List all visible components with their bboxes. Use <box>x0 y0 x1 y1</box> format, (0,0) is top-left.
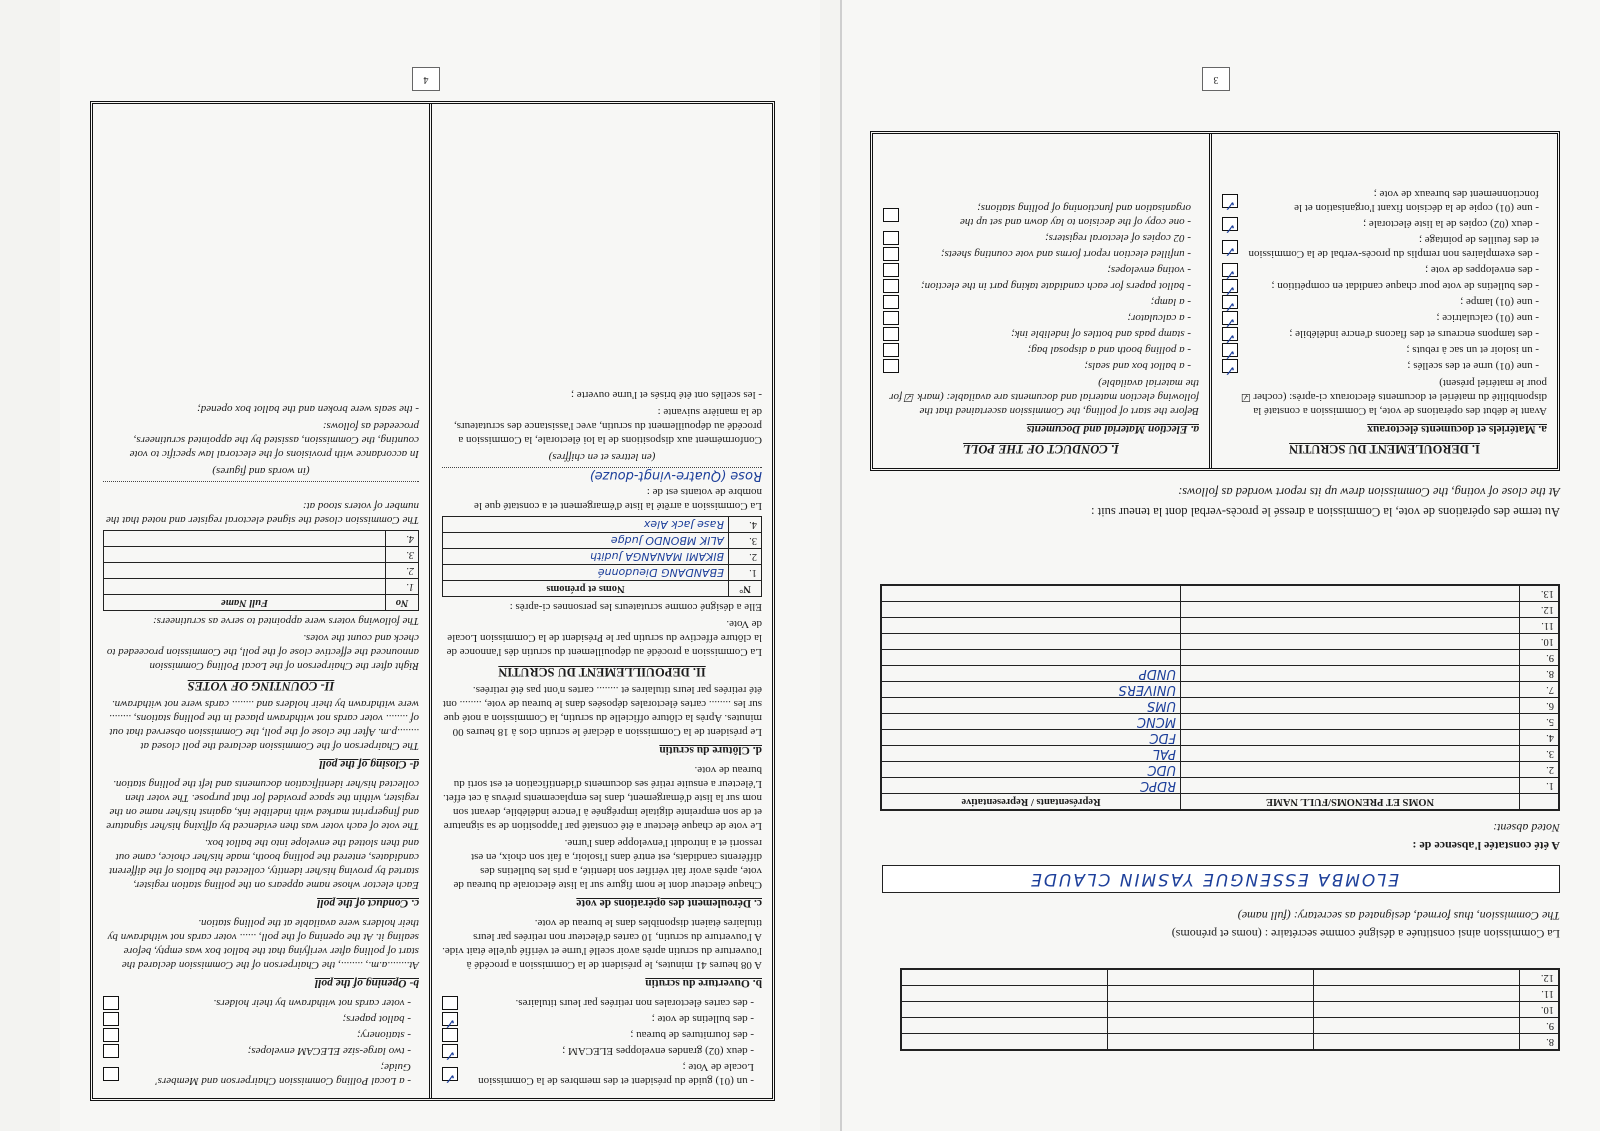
section-i-fr-title: I. DEROULEMENT DU SCRUTIN <box>1289 442 1480 456</box>
table-row <box>104 531 419 547</box>
scrutateurs-name-header: Noms et prénoms <box>443 581 729 597</box>
section-a-en-text: Before the start of polling, the Commission ascertained that the following election material and documents are available: (mark ☑ for the material available) <box>889 377 1199 417</box>
checkbox[interactable] <box>883 208 899 222</box>
row-number: 11. <box>1520 618 1559 634</box>
procedure-en-column <box>93 104 432 1098</box>
material-en-item <box>103 1028 411 1042</box>
material-en-item <box>883 201 1191 229</box>
material-en-item <box>883 359 1191 373</box>
section-a-en-title: a. Election Material and Documents <box>1026 423 1199 435</box>
scrutineer-name[interactable] <box>104 531 386 547</box>
material-en-item-label: - a lamp; <box>1150 296 1191 308</box>
table-row <box>882 650 1559 666</box>
checkbox[interactable] <box>103 1028 119 1042</box>
conduct-fr-text1: Chaque électeur dont le nom figure sur la liste électorale du bureau de vote, après avoir fait vérifier son identité, a pris les bulletins des différents candidats, est entré dans l'isoloir, a fait son choix, en est ressorti et a introduit l'enveloppe dans l'urne. <box>453 837 762 891</box>
page-number: 4 <box>412 67 440 91</box>
material-en-item-label: - voting envelopes; <box>1107 264 1191 276</box>
member-name-cell[interactable] <box>1314 970 1520 986</box>
page-3 <box>840 0 1600 1131</box>
material-fr-item-label: - deux (02) copies de la liste électorale ; <box>1363 218 1539 230</box>
member-role-cell[interactable] <box>1108 986 1314 1002</box>
checkbox[interactable] <box>883 279 899 293</box>
absent-name-cell[interactable] <box>1181 714 1520 730</box>
scrutineers-table <box>103 530 419 611</box>
absent-name-cell[interactable] <box>1181 778 1520 794</box>
conduct-en-title: c. Conduct of the poll <box>317 897 419 909</box>
row-number: 7. <box>1520 682 1559 698</box>
row-number: 4. <box>1520 730 1559 746</box>
material-en-item-label: - 02 copies of electoral registers; <box>1045 232 1191 244</box>
material-fr-item <box>1222 327 1539 341</box>
material-fr-item <box>1222 279 1539 293</box>
row-number: 8. <box>1520 666 1559 682</box>
checkbox[interactable] <box>883 295 899 309</box>
absent-name-cell[interactable] <box>1181 698 1520 714</box>
table-row <box>882 634 1559 650</box>
opening-fr-title: b. Ouverture du scrutin <box>645 977 762 989</box>
material-en-item-label: - ballot papers for each candidate taking part in the election; <box>920 280 1191 292</box>
absent-party-cell[interactable]: UNDP <box>882 666 1181 682</box>
material-en-item-label: - a polling booth and a disposal bag; <box>1027 344 1191 356</box>
scrutateur-name[interactable]: Rase Jack Alex <box>443 517 729 533</box>
absent-name-cell[interactable] <box>1181 618 1520 634</box>
checkbox[interactable] <box>883 231 899 245</box>
row-number: 10. <box>1520 634 1559 650</box>
material-en-item <box>883 279 1191 293</box>
material-en-item <box>883 295 1191 309</box>
scrutineer-name[interactable] <box>104 563 386 579</box>
material-en-item-label: - two large-size ELECAM envelopes; <box>247 1045 411 1057</box>
checkbox[interactable] <box>442 1028 458 1042</box>
table-row <box>104 563 419 579</box>
material-en-item <box>883 263 1191 277</box>
opening-fr-text: A 08 heures 41 minutes, le président de la Commission a procédé à l'ouverture du scrutin après avoir scellé l'urne et vérifié qu'elle était vide. A l'ouverture du scrutin, 10 cartes d'électeur non retirées par leurs titulaires étaient disponibles dans le bureau de vote. <box>442 917 762 971</box>
section-a-fr-title: a. Matériels et documents électoraux <box>1367 423 1547 435</box>
checkbox[interactable] <box>442 1067 458 1081</box>
secretary-fr: La Commission ainsi constituée a désigné comme secrétaire : (noms et prénoms) <box>1171 927 1560 941</box>
absent-name-cell[interactable] <box>1181 602 1520 618</box>
register-en-text: The Commission closed the signed electoral register and noted that the number of voters stood at: <box>105 500 419 526</box>
material-en-item <box>103 1060 411 1088</box>
absent-party-cell[interactable]: FDC <box>882 730 1181 746</box>
member-sign-cell[interactable] <box>902 986 1108 1002</box>
closing-fr-text: Le président de la Commission a déclaré le scrutin clos à 18 heures 00 minutes. Après la clôture officielle du scrutin, la Commission a noté que sur les ........ cartes électorales déposées dans le bureau de vote, ........ ont été retirées par leurs titulaires et ........ cartes n'ont pas été retirées. <box>442 684 762 738</box>
term-fr: Au terme des opérations de vote, la Commission a dressé le procès-verbal dont la teneur suit : <box>1091 505 1560 519</box>
closing-en-text: The Chairperson of the Commission declared the poll closed at ........p.m. After the close of the poll, the Commission observed that out of ........ voter cards not withdrawn placed in the polling stations, ........ were withdrawn by their holders and ........ cards were not withdrawn. <box>108 698 419 752</box>
opening-en-title: b- Opening of the poll <box>314 977 419 989</box>
conduct-fr-text2: Le vote de chaque électeur a été constaté par l'apposition de sa signature et de son empreinte digitale imprégnée à l'encre indélébile, devant son nom sur la liste d'émargement, dans les emplacements prévus à cet effet. L'électeur a ensuite retiré ses documents d'identification et est sorti du bureau de vote. <box>443 764 762 832</box>
register-fr-text: La Commission a arrêté la liste d'émargement et a constaté que le nombre de votants est de : <box>474 486 762 512</box>
row-number: 8. <box>1520 1034 1559 1050</box>
table-row <box>902 1034 1559 1050</box>
scrutateurs-table <box>442 516 762 597</box>
absent-party-cell[interactable]: PAL <box>882 746 1181 762</box>
scrutineer-name[interactable] <box>104 547 386 563</box>
material-fr-item <box>1222 311 1539 325</box>
checkbox[interactable] <box>1222 311 1238 325</box>
material-fr-item <box>442 996 754 1010</box>
material-fr-item <box>1222 187 1539 215</box>
absent-party-cell[interactable]: MCNC <box>882 714 1181 730</box>
conduct-box <box>870 131 1560 471</box>
table-row <box>902 970 1559 986</box>
table-row <box>902 986 1559 1002</box>
material-en-item-label: - unfilled election report forms and vote counting sheets; <box>940 248 1191 260</box>
material-fr-item-label: - une (01) urne et des scellés ; <box>1407 360 1539 372</box>
conduct-en-text1: Each elector whose name appears on the polling station register, started by proving his/her identity, collected the ballots of the different candidates, entered the polling booth, made his/her choice, came out and then slotted the envelope into the ballot box. <box>109 837 419 891</box>
procedure-fr-column <box>432 104 772 1098</box>
material-en-item-label: - a Local Polling Commission Chairperson and Members' Guide; <box>155 1061 411 1087</box>
member-role-cell[interactable] <box>1108 1034 1314 1050</box>
material-en-item <box>883 327 1191 341</box>
checkbox[interactable] <box>103 996 119 1010</box>
row-number: 4. <box>729 517 762 533</box>
scrutateur-name[interactable]: ALIK MBONDO Judge <box>443 533 729 549</box>
member-name-cell[interactable] <box>1314 1018 1520 1034</box>
material-en-item <box>883 231 1191 245</box>
table-row <box>443 517 762 533</box>
material-en-item <box>883 247 1191 261</box>
checkbox[interactable] <box>1222 279 1238 293</box>
material-en-item <box>883 311 1191 325</box>
row-number: 2. <box>1520 762 1559 778</box>
table-row <box>443 565 762 581</box>
absent-name-cell[interactable] <box>1181 730 1520 746</box>
material-en-item-label: - stationery; <box>356 1029 411 1041</box>
material-fr-item <box>442 1060 754 1088</box>
absent-party-cell[interactable]: UNIVERS <box>882 682 1181 698</box>
checkbox[interactable] <box>1222 295 1238 309</box>
absence-en: Noted absent: <box>1493 821 1560 835</box>
table-row <box>882 762 1559 778</box>
conduct-en-column <box>873 134 1212 468</box>
votants-en-line <box>103 481 419 496</box>
material-en-item-label: - voter cards not withdrawn by their holders. <box>213 997 411 1009</box>
row-number: 1. <box>1520 778 1559 794</box>
table-row <box>882 586 1559 602</box>
procedure-box <box>90 101 775 1101</box>
member-sign-cell[interactable] <box>902 970 1108 986</box>
material-en-item <box>103 1044 411 1058</box>
material-en-item-label: - a ballot box and seals; <box>1084 360 1191 372</box>
material-fr-item-label: - des exemplaires non remplis du procès-verbal de la Commission et des feuilles de pointage ; <box>1248 234 1539 260</box>
absent-name-cell[interactable] <box>1181 746 1520 762</box>
row-number: 2. <box>386 563 419 579</box>
scrutateurs-no-header: N° <box>729 581 762 597</box>
seals-fr: - les scellés ont été brisés et l'urne ouverte ; <box>570 389 762 401</box>
scrutineer-name[interactable] <box>104 579 386 595</box>
checkbox[interactable] <box>1222 359 1238 373</box>
row-number: 3. <box>729 533 762 549</box>
absent-party-cell[interactable]: UDC <box>882 762 1181 778</box>
material-fr-item <box>442 1044 754 1058</box>
material-fr-item-label: - des bulletins de vote pour chaque candidat en compétition ; <box>1271 280 1539 292</box>
table-row <box>882 682 1559 698</box>
material-fr-item-label: - des fournitures de bureau ; <box>630 1029 754 1041</box>
material-en-item <box>103 1012 411 1026</box>
material-fr-item <box>442 1028 754 1042</box>
checkbox[interactable] <box>883 247 899 261</box>
material-fr-item-label: - des bulletins de vote ; <box>651 1013 754 1025</box>
row-number: 12. <box>1520 970 1559 986</box>
checkbox[interactable] <box>1222 194 1238 208</box>
material-fr-item <box>1222 233 1539 261</box>
absent-name-cell[interactable] <box>1181 650 1520 666</box>
table-row <box>104 547 419 563</box>
table-row <box>104 579 419 595</box>
absent-party-cell[interactable] <box>882 650 1181 666</box>
row-number: 3. <box>386 547 419 563</box>
row-number: 6. <box>1520 698 1559 714</box>
scrutateurs-intro: Elle a désigné comme scrutateurs les personnes ci-après : <box>509 601 762 613</box>
member-sign-cell[interactable] <box>902 1018 1108 1034</box>
table-row <box>882 602 1559 618</box>
table-row <box>882 666 1559 682</box>
members-table <box>900 968 1560 1051</box>
closing-en-title: d- Closing of the poll <box>319 758 419 770</box>
counting-procedure-fr: Conformément aux dispositions de la loi électorale, la Commission a procédé au dépouillement du scrutin, avec l'assistance des scrutateurs, de la manière suivante : <box>453 406 762 446</box>
seals-en: - the seals were broken and the ballot box opened; <box>197 403 419 415</box>
material-fr-item-label: - des cartes électorales non retirées par leurs titulaires. <box>515 997 754 1009</box>
material-fr-item-label: - un isoloir et un sac à rebuts ; <box>1406 344 1539 356</box>
absent-name-cell[interactable] <box>1181 634 1520 650</box>
section-i-en-title: I. CONDUCT OF THE POLL <box>963 442 1119 456</box>
row-number: 9. <box>1520 1018 1559 1034</box>
table-row <box>882 714 1559 730</box>
section-a-fr-text: Avant le début des opérations de vote, la Commission a constaté la disponibilité du matériel et documents électoraux ci-après: (cocher ☑ pour le matériel présent) <box>1240 377 1547 417</box>
row-number: 1. <box>729 565 762 581</box>
material-fr-item-label: - une (01) lampe ; <box>1460 296 1539 308</box>
absent-name-cell[interactable] <box>1181 682 1520 698</box>
material-fr-item <box>1222 217 1539 231</box>
conduct-en-text2: The vote of each voter was then evidenced by affixing his/her signature and fingerprint marked with indelible ink, against his/her name on the register, within the space provided for that purpose. The voter then collected his/her identification documents and left the polling station. <box>106 778 419 832</box>
page-number: 3 <box>1202 67 1230 91</box>
words-figures-fr: (en lettres et en chiffres) <box>548 451 656 463</box>
row-number: 13. <box>1520 586 1559 602</box>
row-number: 5. <box>1520 714 1559 730</box>
absent-party-cell[interactable]: UMS <box>882 698 1181 714</box>
counting-fr-text: La Commission a procédé au dépouillement du scrutin dès l'annonce de la clôture effective du scrutin par le Président de la Commission Locale de Vote. <box>446 618 762 658</box>
member-name-cell[interactable] <box>1314 1034 1520 1050</box>
member-role-cell[interactable] <box>1108 1018 1314 1034</box>
absent-name-cell[interactable] <box>1181 762 1520 778</box>
checkbox[interactable] <box>103 1012 119 1026</box>
row-number: 2. <box>729 549 762 565</box>
material-en-item <box>883 343 1191 357</box>
scrutateur-name[interactable]: BIKAMI MANANGA Judith <box>443 549 729 565</box>
material-fr-item-label: - une (01) copie de la décision fixant l'organisation et le fonctionnement des bureaux de vote ; <box>1294 188 1539 214</box>
absent-name-cell[interactable] <box>1181 586 1520 602</box>
member-name-cell[interactable] <box>1314 1002 1520 1018</box>
row-number: 11. <box>1520 986 1559 1002</box>
material-en-item <box>103 996 411 1010</box>
material-fr-item <box>1222 295 1539 309</box>
checkbox[interactable] <box>883 343 899 357</box>
checkbox[interactable] <box>883 327 899 341</box>
words-figures-en: (in words and figures) <box>212 465 310 477</box>
table-row <box>882 698 1559 714</box>
checkbox[interactable] <box>883 311 899 325</box>
material-fr-item-label: - deux (02) grandes enveloppes ELECAM ; <box>562 1045 754 1057</box>
checkbox[interactable] <box>1222 327 1238 341</box>
scrutineers-name-header: Full Name <box>104 595 386 611</box>
opening-en-text: At........a.m., ........, the Chairperson of the Commission declared the start of polling after verifying that the ballot box was empty, before sealing it. At the opening of the poll, ...... voter cards not withdrawn by their holders were available at the polling station. <box>107 917 419 971</box>
conduct-fr-title: c. Déroulement des opérations de vote <box>576 897 762 909</box>
closing-fr-title: d. Clôture du scrutin <box>659 744 762 756</box>
table-row <box>882 778 1559 794</box>
counting-en-text: Right after the Chairperson of the Local Polling Commission announced the effective close of the poll, the Commission proceeded to check and count the votes. <box>106 632 419 672</box>
member-role-cell[interactable] <box>1108 970 1314 986</box>
material-en-item-label: - one copy of the decision to lay down and set up the organisation and functioning of polling stations; <box>960 202 1191 228</box>
material-fr-item <box>1222 343 1539 357</box>
material-en-item-label: - a calculator; <box>1127 312 1191 324</box>
secretary-name: ELOMBA ESSENGUE YASMIN CLAUDE <box>1029 869 1399 889</box>
counting-en-title: II- COUNTING OF VOTES <box>187 679 335 693</box>
checkbox[interactable] <box>103 1044 119 1058</box>
checkbox[interactable] <box>1222 240 1238 254</box>
checkbox[interactable] <box>442 1012 458 1026</box>
row-number: 12. <box>1520 602 1559 618</box>
row-number: 1. <box>386 579 419 595</box>
material-fr-item-label: - un (01) guide du président et des membres de la Commission Locale de Vote ; <box>478 1061 754 1087</box>
row-number: 10. <box>1520 1002 1559 1018</box>
member-sign-cell[interactable] <box>902 1034 1108 1050</box>
checkbox[interactable] <box>1222 343 1238 357</box>
material-en-item-label: - stamp pads and bottles of indelible ink; <box>1011 328 1191 340</box>
table-row <box>882 730 1559 746</box>
material-fr-item <box>442 1012 754 1026</box>
table-row <box>902 1018 1559 1034</box>
member-role-cell[interactable] <box>1108 1002 1314 1018</box>
member-sign-cell[interactable] <box>902 1002 1108 1018</box>
material-fr-item <box>1222 359 1539 373</box>
scrutineers-no-header: No <box>386 595 419 611</box>
counting-fr-title: II. DEPOUILLEMENT DU SCRUTIN <box>498 665 706 679</box>
member-name-cell[interactable] <box>1314 986 1520 1002</box>
checkbox[interactable] <box>442 996 458 1010</box>
checkbox[interactable] <box>883 359 899 373</box>
conduct-fr-column <box>1212 134 1557 468</box>
absent-table <box>880 584 1560 811</box>
term-en: At the close of voting, the Commission drew up its report worded as follows: <box>1178 485 1560 499</box>
checkbox[interactable] <box>883 263 899 277</box>
material-en-item-label: - ballot papers; <box>342 1013 411 1025</box>
secretary-en: The Commission, thus formed, designated as secretary: (full name) <box>1237 909 1560 923</box>
checkbox[interactable] <box>442 1044 458 1058</box>
material-fr-item <box>1222 263 1539 277</box>
row-number: 9. <box>1520 650 1559 666</box>
material-fr-item-label: - une (01) calculatrice ; <box>1436 312 1539 324</box>
secretary-field <box>882 865 1560 893</box>
scrutineers-intro: The following voters were appointed to serve as scrutineers: <box>152 615 419 627</box>
material-fr-item-label: - des tampons encreurs et des flacons d'encre indélébile ; <box>1289 328 1539 340</box>
absent-party-cell[interactable] <box>882 634 1181 650</box>
row-number: 3. <box>1520 746 1559 762</box>
counting-procedure-en: In accordance with provisions of the electoral law specific to vote counting, the Commission, assisted by the appointed scrutineers, proceeded as follows: <box>129 420 419 460</box>
absent-name-header: NOMS ET PRENOMS/FULL NAME <box>1181 794 1520 810</box>
absence-fr: A été constatée l'absence de : <box>1412 839 1560 853</box>
table-row <box>443 533 762 549</box>
page-4 <box>60 0 820 1131</box>
absent-party-cell[interactable]: RDPC <box>882 778 1181 794</box>
absent-party-cell[interactable] <box>882 602 1181 618</box>
table-row <box>902 1002 1559 1018</box>
table-row <box>882 618 1559 634</box>
material-fr-item-label: - des enveloppes de vote ; <box>1425 264 1539 276</box>
table-row <box>882 746 1559 762</box>
table-row <box>443 549 762 565</box>
absent-name-cell[interactable] <box>1181 666 1520 682</box>
votants-handwritten: Rose (Quatre-vingt-douze) <box>442 467 762 482</box>
checkbox[interactable] <box>103 1067 119 1081</box>
row-number: 4. <box>386 531 419 547</box>
absent-rep-header: Représentants / Representative <box>882 794 1181 810</box>
checkbox[interactable] <box>1222 217 1238 231</box>
absent-party-cell[interactable] <box>882 618 1181 634</box>
scrutateur-name[interactable]: EBANDANG Dieudonné <box>443 565 729 581</box>
checkbox[interactable] <box>1222 263 1238 277</box>
absent-party-cell[interactable] <box>882 586 1181 602</box>
